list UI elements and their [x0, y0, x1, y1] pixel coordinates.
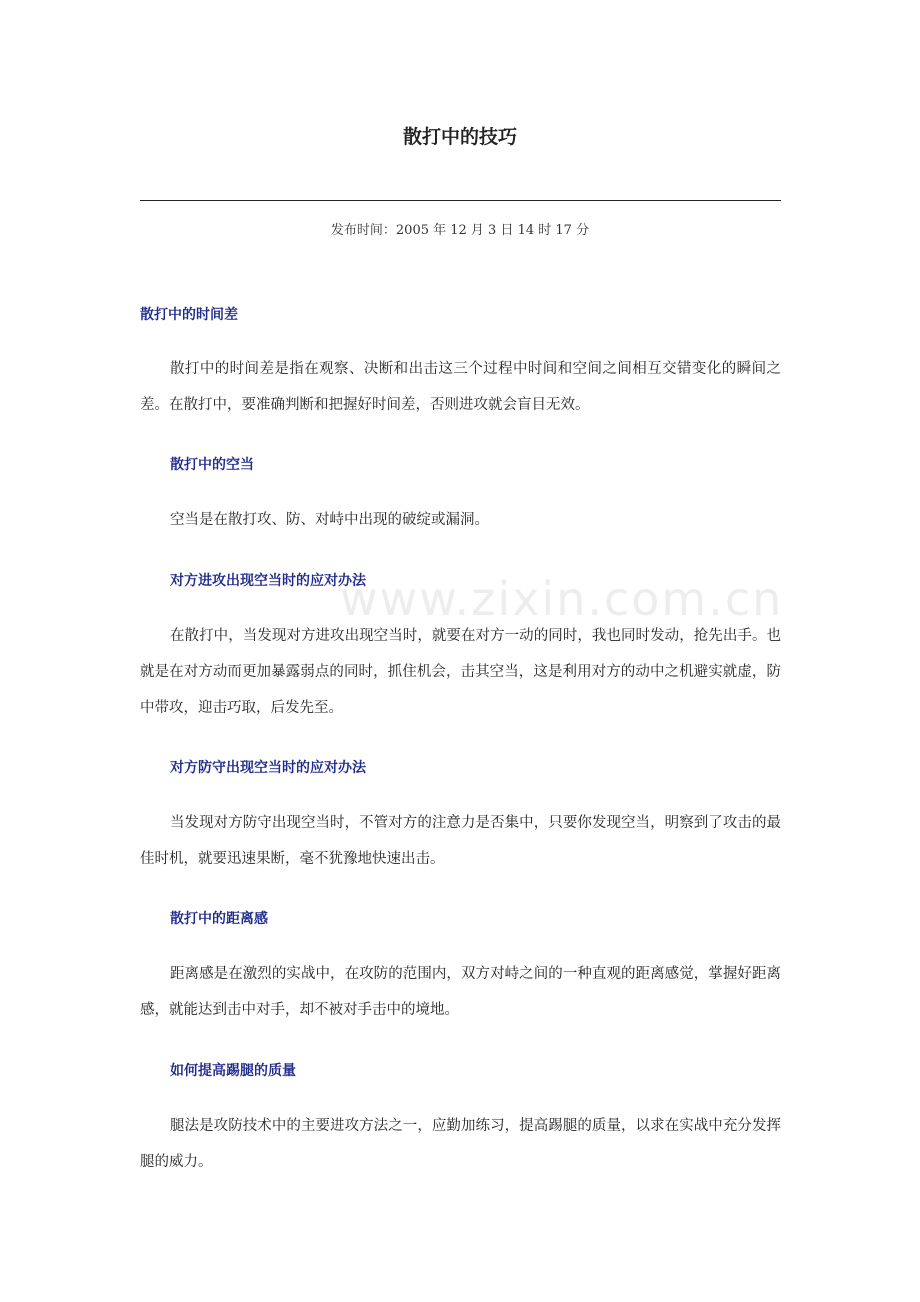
section-heading: 散打中的距离感 [170, 911, 268, 927]
publish-time: 发布时间：2005 年 12 月 3 日 14 时 17 分 [330, 223, 590, 238]
section-heading: 如何提高踢腿的质量 [170, 1063, 296, 1079]
section-heading: 散打中的时间差 [140, 307, 238, 323]
document-title: 散打中的技巧 [402, 126, 517, 148]
section-paragraph: 在散打中，当发现对方进攻出现空当时，就要在对方一动的同时，我也同时发动，抢先出手。也就是在对方动而更加暴露弱点的同时，抓住机会，击其空当，这是利用对方的动中之机避实就虚，防中带攻，迎击巧取，后发先至。 [140, 628, 781, 716]
section-paragraph: 距离感是在激烈的实战中，在攻防的范围内，双方对峙之间的一种直观的距离感觉，掌握好距离感，就能达到击中对手，却不被对手击中的境地。 [140, 966, 781, 1018]
section-heading: 对方防守出现空当时的应对办法 [170, 760, 366, 776]
watermark: www.zixin.com.cn [340, 572, 784, 626]
section-paragraph: 散打中的时间差是指在观察、决断和出击这三个过程中时间和空间之间相互交错变化的瞬间之差。在散打中，要准确判断和把握好时间差，否则进攻就会盲目无效。 [140, 361, 781, 413]
title-divider [140, 200, 781, 201]
section-paragraph: 腿法是攻防技术中的主要进攻方法之一，应勤加练习，提高踢腿的质量，以求在实战中充分发挥腿的威力。 [140, 1118, 781, 1170]
section-heading: 散打中的空当 [170, 457, 254, 473]
section-heading: 对方进攻出现空当时的应对办法 [170, 573, 366, 589]
section-paragraph: 当发现对方防守出现空当时，不管对方的注意力是否集中，只要你发现空当，明察到了攻击的最佳时机，就要迅速果断，毫不犹豫地快速出击。 [140, 815, 781, 867]
section-paragraph: 空当是在散打攻、防、对峙中出现的破绽或漏洞。 [170, 512, 489, 528]
